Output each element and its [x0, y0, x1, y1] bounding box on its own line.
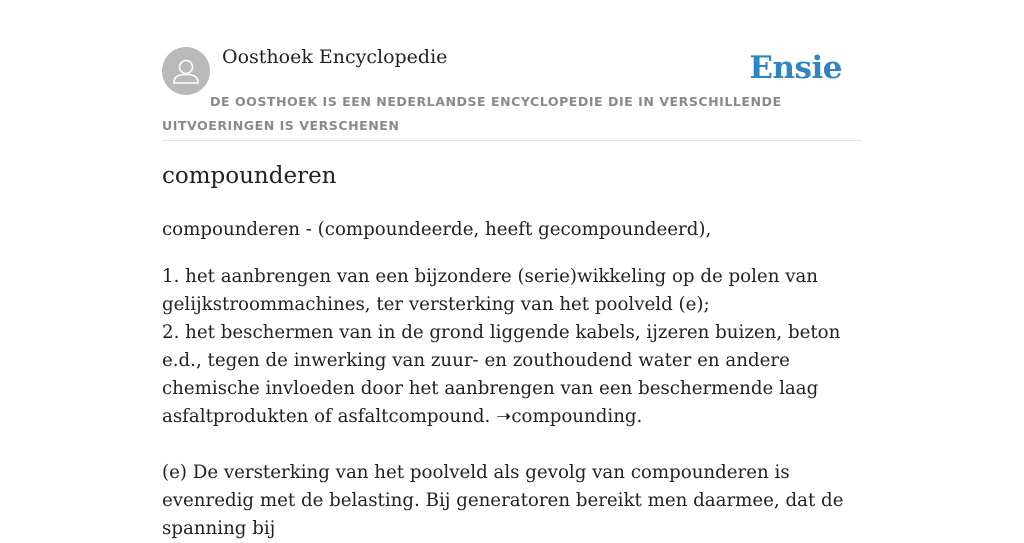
source-header [162, 0, 862, 141]
definition-2 [162, 319, 862, 431]
source-avatar[interactable] [162, 47, 210, 95]
entry-body [162, 216, 862, 543]
crossref-link-compounding[interactable]: compounding [511, 406, 637, 427]
definition-1: 1. het aanbrengen van een bijzondere (serie)wikkeling op de polen van gelijkstroommachines, ter versterking van het poolveld (e); [162, 266, 819, 315]
entry-note: (e) De versterking van het poolveld als gevolg van compounderen is evenredig met de belasting. Bij generatoren bereikt men daarmee, dat de spanning bij [162, 462, 844, 539]
definition-2-period: . [636, 406, 643, 427]
ensie-logo[interactable]: Ensie [749, 50, 842, 86]
user-icon [162, 47, 210, 95]
arrow-right-icon: ➝ [496, 406, 512, 427]
definition-2-text: 2. het beschermen van in de grond liggende kabels, ijzeren buizen, beton e.d., tegen de inwerking van zuur- en zouthoudend water en andere chemische invloeden door het aanbrengen van een beschermende laag asfaltprodukten of asfaltcompound. [162, 322, 841, 427]
source-description: DE OOSTHOEK IS EEN NEDERLANDSE ENCYCLOPEDIE DIE IN VERSCHILLENDE UITVOERINGEN IS VERSCHENEN [162, 94, 782, 133]
source-name-link[interactable]: Oosthoek Encyclopedie [222, 46, 448, 68]
entry-title: compounderen [162, 163, 337, 189]
entry-summary: compounderen - (compoundeerde, heeft gecompoundeerd), [162, 219, 712, 240]
entry-page [162, 0, 862, 539]
definitions [162, 263, 862, 431]
